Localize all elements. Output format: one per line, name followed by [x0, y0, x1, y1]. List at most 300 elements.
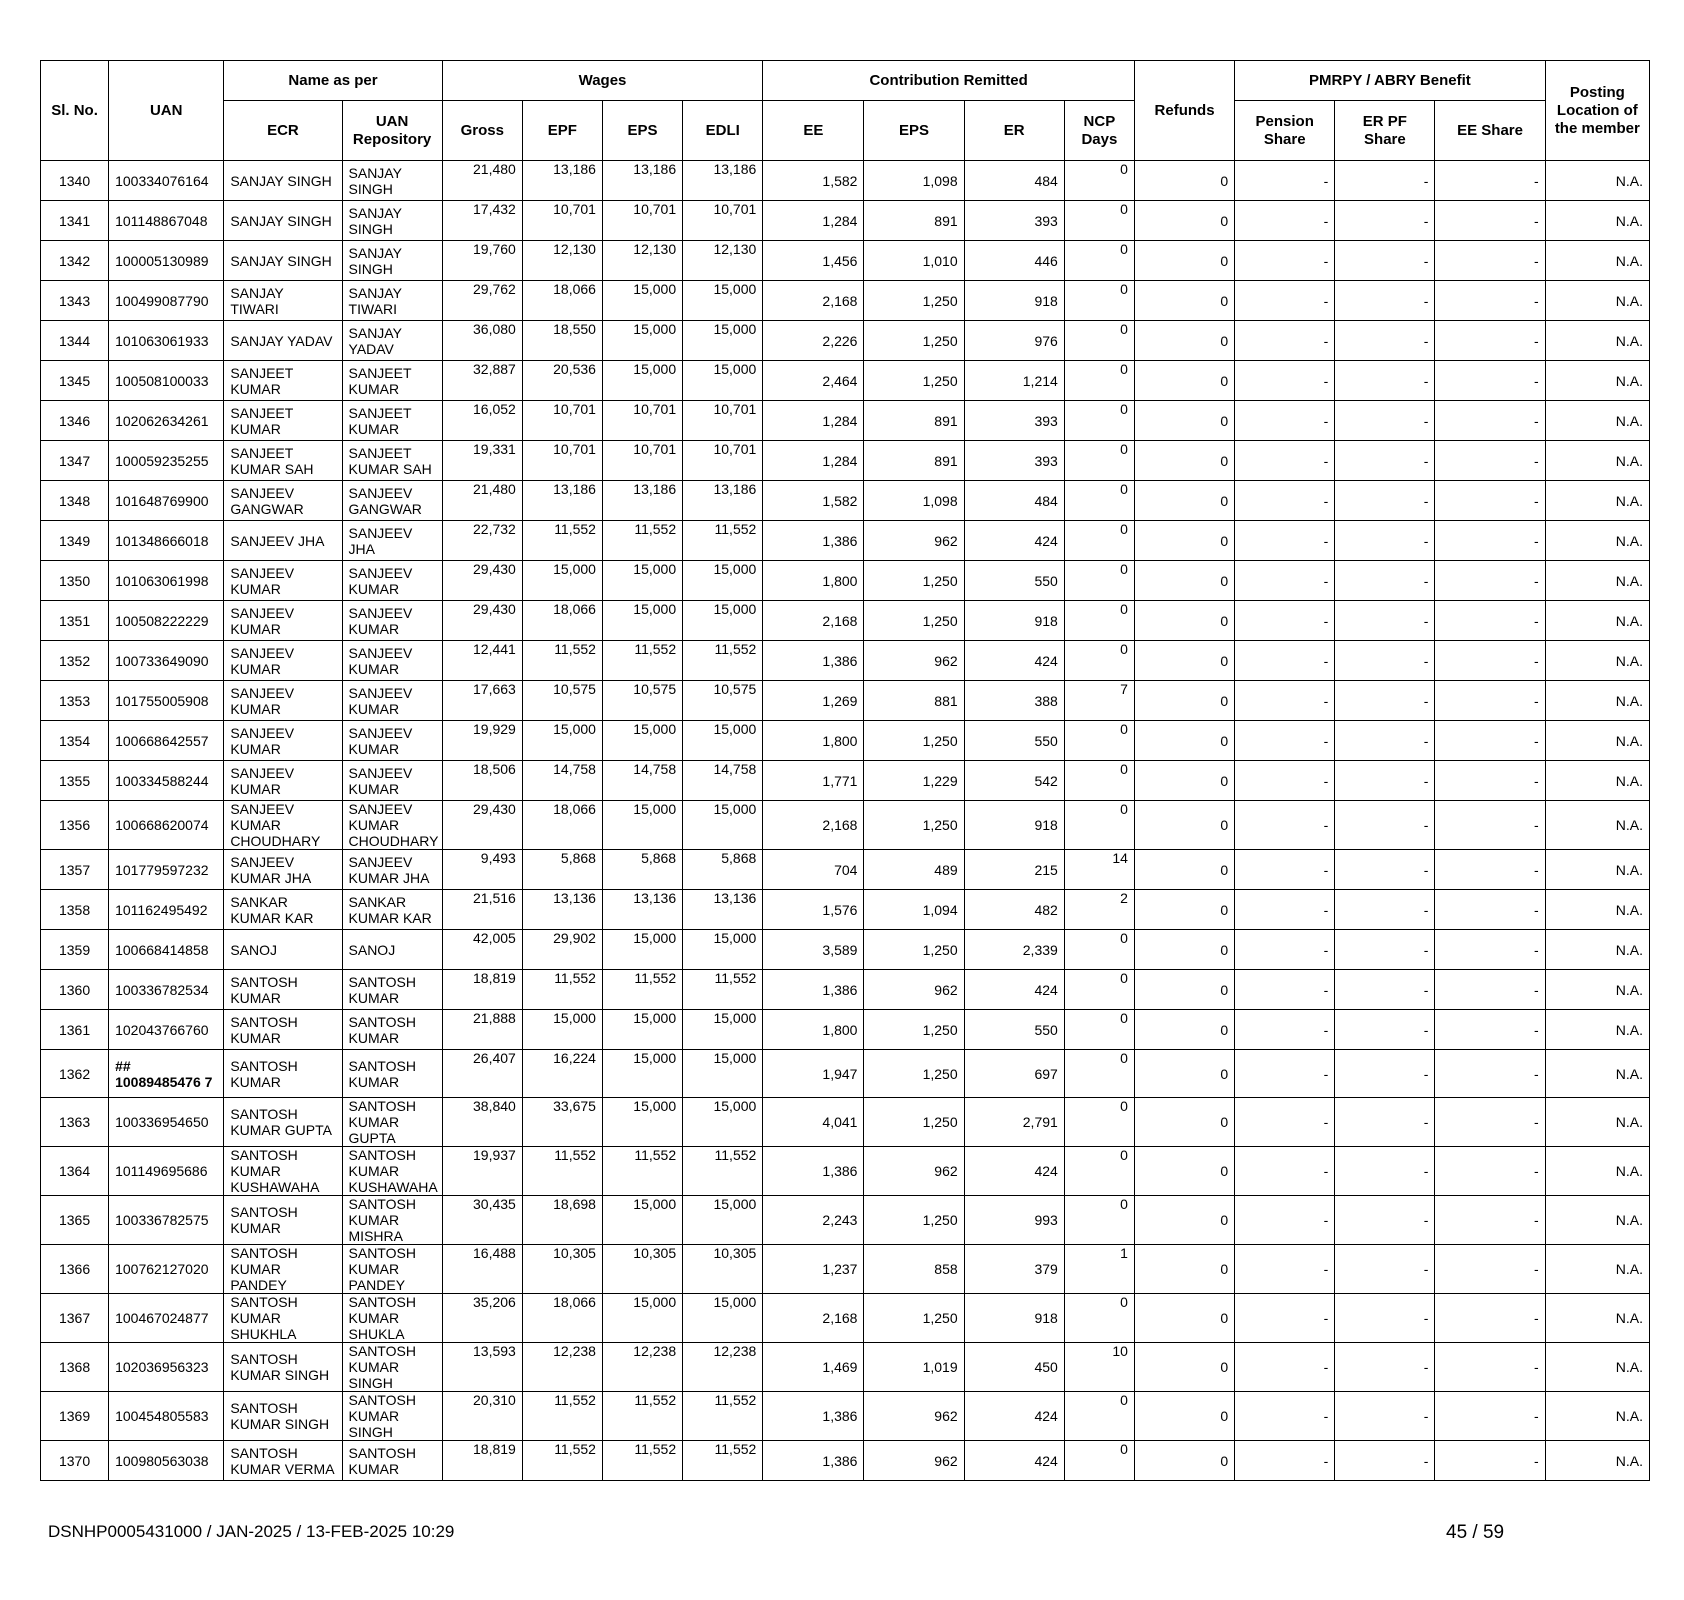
cell-pension-share: -	[1235, 1343, 1335, 1392]
cell-ee-share: -	[1435, 1245, 1545, 1294]
cell-eps-wages: 5,868	[602, 850, 682, 890]
cell-uan-repository-name: SANTOSH KUMAR	[342, 1010, 442, 1050]
cell-gross: 42,005	[442, 930, 522, 970]
cell-eps-wages: 15,000	[602, 1196, 682, 1245]
cell-eps-contribution: 891	[864, 201, 964, 241]
cell-ecr-name: SANTOSH KUMAR SINGH	[224, 1343, 342, 1392]
cell-pension-share: -	[1235, 601, 1335, 641]
cell-epf: 10,305	[522, 1245, 602, 1294]
cell-uan-repository-name: SANTOSH KUMAR GUPTA	[342, 1098, 442, 1147]
cell-eps-wages: 12,130	[602, 241, 682, 281]
cell-uan: 102062634261	[109, 401, 224, 441]
cell-ee-share: -	[1435, 970, 1545, 1010]
cell-eps-wages: 10,701	[602, 201, 682, 241]
group-name-as-per: Name as per	[224, 61, 442, 101]
cell-refunds: 0	[1134, 361, 1234, 401]
cell-ecr-name: SANJAY YADAV	[224, 321, 342, 361]
cell-ee: 1,386	[763, 521, 864, 561]
cell-epf: 20,536	[522, 361, 602, 401]
cell-eps-wages: 15,000	[602, 601, 682, 641]
cell-ee-share: -	[1435, 1294, 1545, 1343]
cell-sl-no: 1351	[41, 601, 109, 641]
cell-eps-contribution: 1,010	[864, 241, 964, 281]
cell-eps-wages: 15,000	[602, 930, 682, 970]
cell-edli: 15,000	[683, 930, 763, 970]
table-row	[41, 1050, 1650, 1098]
table-row	[41, 321, 1650, 361]
cell-posting-location: N.A.	[1545, 1196, 1649, 1245]
cell-gross: 17,663	[442, 681, 522, 721]
cell-refunds: 0	[1134, 1050, 1234, 1098]
cell-ee-share: -	[1435, 641, 1545, 681]
cell-epf: 12,238	[522, 1343, 602, 1392]
cell-er-pf-share: -	[1335, 970, 1435, 1010]
cell-er: 388	[964, 681, 1064, 721]
cell-gross: 29,762	[442, 281, 522, 321]
cell-eps-wages: 10,701	[602, 441, 682, 481]
cell-posting-location: N.A.	[1545, 681, 1649, 721]
cell-uan: 100762127020	[109, 1245, 224, 1294]
cell-eps-contribution: 1,250	[864, 1098, 964, 1147]
cell-er: 393	[964, 441, 1064, 481]
col-refunds: Refunds	[1134, 61, 1234, 161]
table-row	[41, 1343, 1650, 1392]
cell-ee: 1,284	[763, 201, 864, 241]
cell-pension-share: -	[1235, 321, 1335, 361]
cell-eps-contribution: 962	[864, 521, 964, 561]
cell-ee-share: -	[1435, 321, 1545, 361]
col-ee-share: EE Share	[1435, 101, 1545, 161]
cell-posting-location: N.A.	[1545, 601, 1649, 641]
cell-ecr-name: SANJAY TIWARI	[224, 281, 342, 321]
table-row	[41, 1245, 1650, 1294]
cell-refunds: 0	[1134, 721, 1234, 761]
cell-ee-share: -	[1435, 601, 1545, 641]
cell-ecr-name: SANTOSH KUMAR GUPTA	[224, 1098, 342, 1147]
cell-uan-repository-name: SANJEEV KUMAR JHA	[342, 850, 442, 890]
cell-er: 484	[964, 161, 1064, 201]
cell-er-pf-share: -	[1335, 441, 1435, 481]
cell-posting-location: N.A.	[1545, 201, 1649, 241]
cell-epf: 11,552	[522, 1441, 602, 1481]
cell-ncp-days: 0	[1064, 561, 1134, 601]
cell-ncp-days: 0	[1064, 1050, 1134, 1098]
cell-er-pf-share: -	[1335, 890, 1435, 930]
cell-ee-share: -	[1435, 1147, 1545, 1196]
cell-ee: 1,582	[763, 481, 864, 521]
cell-ee: 2,168	[763, 601, 864, 641]
cell-pension-share: -	[1235, 721, 1335, 761]
cell-ee: 1,237	[763, 1245, 864, 1294]
col-eps-contribution: EPS	[864, 101, 964, 161]
cell-ncp-days: 0	[1064, 1010, 1134, 1050]
cell-pension-share: -	[1235, 441, 1335, 481]
cell-ee-share: -	[1435, 441, 1545, 481]
cell-ee-share: -	[1435, 401, 1545, 441]
cell-gross: 21,480	[442, 481, 522, 521]
cell-pension-share: -	[1235, 1010, 1335, 1050]
cell-refunds: 0	[1134, 970, 1234, 1010]
cell-eps-contribution: 1,019	[864, 1343, 964, 1392]
table-row	[41, 1441, 1650, 1481]
cell-uan: 101149695686	[109, 1147, 224, 1196]
cell-uan: 102036956323	[109, 1343, 224, 1392]
table-row	[41, 970, 1650, 1010]
cell-edli: 10,701	[683, 401, 763, 441]
cell-posting-location: N.A.	[1545, 1392, 1649, 1441]
cell-ecr-name: SANJAY SINGH	[224, 241, 342, 281]
cell-er: 542	[964, 761, 1064, 801]
cell-ecr-name: SANTOSH KUMAR KUSHAWAHA	[224, 1147, 342, 1196]
cell-pension-share: -	[1235, 1147, 1335, 1196]
cell-er-pf-share: -	[1335, 321, 1435, 361]
cell-refunds: 0	[1134, 641, 1234, 681]
cell-epf: 12,130	[522, 241, 602, 281]
cell-pension-share: -	[1235, 241, 1335, 281]
cell-er: 1,214	[964, 361, 1064, 401]
cell-eps-wages: 11,552	[602, 641, 682, 681]
cell-posting-location: N.A.	[1545, 361, 1649, 401]
cell-ecr-name: SANJEEV KUMAR	[224, 721, 342, 761]
cell-ee: 3,589	[763, 930, 864, 970]
cell-ee: 1,771	[763, 761, 864, 801]
cell-uan-repository-name: SANOJ	[342, 930, 442, 970]
cell-sl-no: 1349	[41, 521, 109, 561]
cell-ee-share: -	[1435, 161, 1545, 201]
cell-uan: 101648769900	[109, 481, 224, 521]
cell-ee: 1,269	[763, 681, 864, 721]
cell-uan-repository-name: SANJAY YADAV	[342, 321, 442, 361]
cell-ecr-name: SANTOSH KUMAR	[224, 970, 342, 1010]
cell-ee: 1,800	[763, 721, 864, 761]
cell-eps-wages: 15,000	[602, 561, 682, 601]
table-row	[41, 1392, 1650, 1441]
cell-uan-repository-name: SANJEEV KUMAR	[342, 761, 442, 801]
cell-er: 550	[964, 721, 1064, 761]
cell-gross: 26,407	[442, 1050, 522, 1098]
cell-sl-no: 1363	[41, 1098, 109, 1147]
cell-edli: 10,701	[683, 201, 763, 241]
cell-gross: 16,052	[442, 401, 522, 441]
cell-ecr-name: SANTOSH KUMAR SINGH	[224, 1392, 342, 1441]
cell-ncp-days: 10	[1064, 1343, 1134, 1392]
cell-ee: 1,800	[763, 561, 864, 601]
cell-er-pf-share: -	[1335, 281, 1435, 321]
table-row	[41, 930, 1650, 970]
cell-eps-contribution: 1,250	[864, 281, 964, 321]
cell-gross: 18,506	[442, 761, 522, 801]
cell-gross: 30,435	[442, 1196, 522, 1245]
cell-sl-no: 1347	[41, 441, 109, 481]
cell-posting-location: N.A.	[1545, 761, 1649, 801]
cell-edli: 13,186	[683, 481, 763, 521]
cell-epf: 29,902	[522, 930, 602, 970]
cell-posting-location: N.A.	[1545, 801, 1649, 850]
cell-eps-contribution: 1,250	[864, 1196, 964, 1245]
cell-uan: 100005130989	[109, 241, 224, 281]
cell-er-pf-share: -	[1335, 601, 1435, 641]
table-row	[41, 561, 1650, 601]
table-row	[41, 1010, 1650, 1050]
cell-eps-contribution: 489	[864, 850, 964, 890]
cell-uan-repository-name: SANJAY SINGH	[342, 201, 442, 241]
col-edli: EDLI	[683, 101, 763, 161]
cell-ee-share: -	[1435, 890, 1545, 930]
cell-ncp-days: 0	[1064, 721, 1134, 761]
cell-posting-location: N.A.	[1545, 481, 1649, 521]
cell-er-pf-share: -	[1335, 481, 1435, 521]
cell-uan-repository-name: SANJEEV JHA	[342, 521, 442, 561]
cell-refunds: 0	[1134, 850, 1234, 890]
cell-gross: 17,432	[442, 201, 522, 241]
cell-eps-contribution: 891	[864, 441, 964, 481]
cell-uan: 101779597232	[109, 850, 224, 890]
cell-eps-contribution: 881	[864, 681, 964, 721]
group-wages: Wages	[442, 61, 763, 101]
cell-posting-location: N.A.	[1545, 521, 1649, 561]
cell-posting-location: N.A.	[1545, 281, 1649, 321]
cell-er: 993	[964, 1196, 1064, 1245]
cell-er: 215	[964, 850, 1064, 890]
cell-refunds: 0	[1134, 1343, 1234, 1392]
cell-eps-contribution: 962	[864, 1441, 964, 1481]
cell-sl-no: 1343	[41, 281, 109, 321]
table-row	[41, 1196, 1650, 1245]
cell-eps-contribution: 962	[864, 1392, 964, 1441]
cell-er: 918	[964, 281, 1064, 321]
cell-epf: 13,136	[522, 890, 602, 930]
cell-uan-repository-name: SANJEET KUMAR	[342, 401, 442, 441]
page-number: 45 / 59	[1446, 1522, 1505, 1543]
cell-uan-repository-name: SANTOSH KUMAR SINGH	[342, 1392, 442, 1441]
cell-ecr-name: SANTOSH KUMAR PANDEY	[224, 1245, 342, 1294]
cell-epf: 16,224	[522, 1050, 602, 1098]
cell-pension-share: -	[1235, 641, 1335, 681]
cell-eps-wages: 11,552	[602, 1441, 682, 1481]
cell-gross: 29,430	[442, 801, 522, 850]
cell-pension-share: -	[1235, 1245, 1335, 1294]
cell-er: 424	[964, 1147, 1064, 1196]
cell-ncp-days: 0	[1064, 161, 1134, 201]
cell-gross: 19,937	[442, 1147, 522, 1196]
cell-er-pf-share: -	[1335, 361, 1435, 401]
cell-eps-contribution: 962	[864, 970, 964, 1010]
cell-ee-share: -	[1435, 681, 1545, 721]
cell-ecr-name: SANJEEV KUMAR	[224, 641, 342, 681]
cell-eps-wages: 12,238	[602, 1343, 682, 1392]
cell-ncp-days: 0	[1064, 641, 1134, 681]
cell-edli: 15,000	[683, 361, 763, 401]
col-uan: UAN	[109, 61, 224, 161]
col-gross: Gross	[442, 101, 522, 161]
cell-pension-share: -	[1235, 1098, 1335, 1147]
cell-uan: ## 10089485476 7	[109, 1050, 224, 1098]
cell-ecr-name: SANJEEV KUMAR JHA	[224, 850, 342, 890]
cell-uan: 100508222229	[109, 601, 224, 641]
cell-er-pf-share: -	[1335, 930, 1435, 970]
cell-epf: 10,701	[522, 401, 602, 441]
cell-uan-repository-name: SANJAY TIWARI	[342, 281, 442, 321]
cell-uan-repository-name: SANTOSH KUMAR PANDEY	[342, 1245, 442, 1294]
cell-pension-share: -	[1235, 1196, 1335, 1245]
cell-ee: 1,582	[763, 161, 864, 201]
cell-sl-no: 1367	[41, 1294, 109, 1343]
col-er-pf-share: ER PF Share	[1335, 101, 1435, 161]
cell-ecr-name: SANJAY SINGH	[224, 161, 342, 201]
cell-er: 2,339	[964, 930, 1064, 970]
cell-gross: 19,929	[442, 721, 522, 761]
cell-uan-repository-name: SANJEEV GANGWAR	[342, 481, 442, 521]
cell-uan: 100508100033	[109, 361, 224, 401]
cell-pension-share: -	[1235, 1050, 1335, 1098]
cell-pension-share: -	[1235, 930, 1335, 970]
cell-edli: 15,000	[683, 1098, 763, 1147]
cell-epf: 5,868	[522, 850, 602, 890]
cell-edli: 13,186	[683, 161, 763, 201]
cell-ee: 1,456	[763, 241, 864, 281]
col-ncp-days: NCP Days	[1064, 101, 1134, 161]
cell-uan: 100668620074	[109, 801, 224, 850]
cell-edli: 11,552	[683, 1147, 763, 1196]
cell-er-pf-share: -	[1335, 1098, 1435, 1147]
cell-uan: 100668414858	[109, 930, 224, 970]
cell-edli: 15,000	[683, 1294, 763, 1343]
cell-gross: 21,516	[442, 890, 522, 930]
cell-gross: 22,732	[442, 521, 522, 561]
cell-edli: 15,000	[683, 1050, 763, 1098]
cell-epf: 11,552	[522, 641, 602, 681]
cell-ee: 2,226	[763, 321, 864, 361]
cell-sl-no: 1358	[41, 890, 109, 930]
cell-sl-no: 1356	[41, 801, 109, 850]
cell-refunds: 0	[1134, 241, 1234, 281]
cell-edli: 11,552	[683, 970, 763, 1010]
cell-gross: 18,819	[442, 970, 522, 1010]
cell-ee: 2,168	[763, 801, 864, 850]
cell-er-pf-share: -	[1335, 801, 1435, 850]
cell-sl-no: 1364	[41, 1147, 109, 1196]
cell-uan-repository-name: SANTOSH KUMAR SHUKLA	[342, 1294, 442, 1343]
cell-ee-share: -	[1435, 1010, 1545, 1050]
cell-eps-contribution: 1,098	[864, 481, 964, 521]
cell-refunds: 0	[1134, 930, 1234, 970]
cell-edli: 11,552	[683, 521, 763, 561]
cell-epf: 18,066	[522, 281, 602, 321]
cell-ecr-name: SANJEEV KUMAR	[224, 601, 342, 641]
cell-uan: 100454805583	[109, 1392, 224, 1441]
cell-ecr-name: SANTOSH KUMAR SHUKHLA	[224, 1294, 342, 1343]
cell-ecr-name: SANTOSH KUMAR VERMA	[224, 1441, 342, 1481]
cell-ee: 1,284	[763, 401, 864, 441]
cell-ee: 1,386	[763, 641, 864, 681]
cell-epf: 11,552	[522, 1147, 602, 1196]
cell-sl-no: 1362	[41, 1050, 109, 1098]
cell-er: 424	[964, 641, 1064, 681]
cell-epf: 11,552	[522, 970, 602, 1010]
cell-sl-no: 1365	[41, 1196, 109, 1245]
cell-er: 424	[964, 970, 1064, 1010]
cell-er: 918	[964, 1294, 1064, 1343]
cell-pension-share: -	[1235, 161, 1335, 201]
cell-uan-repository-name: SANTOSH KUMAR	[342, 1441, 442, 1481]
cell-sl-no: 1341	[41, 201, 109, 241]
cell-ncp-days: 0	[1064, 601, 1134, 641]
table-row	[41, 890, 1650, 930]
cell-edli: 15,000	[683, 721, 763, 761]
cell-posting-location: N.A.	[1545, 1245, 1649, 1294]
cell-uan: 102043766760	[109, 1010, 224, 1050]
cell-ncp-days: 0	[1064, 201, 1134, 241]
cell-refunds: 0	[1134, 1196, 1234, 1245]
cell-refunds: 0	[1134, 890, 1234, 930]
cell-ee: 2,168	[763, 281, 864, 321]
cell-ncp-days: 0	[1064, 1441, 1134, 1481]
table-row	[41, 601, 1650, 641]
cell-ee: 1,800	[763, 1010, 864, 1050]
cell-gross: 19,760	[442, 241, 522, 281]
cell-er-pf-share: -	[1335, 1392, 1435, 1441]
cell-uan-repository-name: SANJEEV KUMAR	[342, 681, 442, 721]
cell-er-pf-share: -	[1335, 1441, 1435, 1481]
cell-pension-share: -	[1235, 281, 1335, 321]
cell-ee: 2,464	[763, 361, 864, 401]
cell-gross: 19,331	[442, 441, 522, 481]
cell-gross: 29,430	[442, 601, 522, 641]
col-er: ER	[964, 101, 1064, 161]
table-body	[41, 161, 1650, 1481]
cell-sl-no: 1344	[41, 321, 109, 361]
cell-er-pf-share: -	[1335, 721, 1435, 761]
cell-eps-wages: 15,000	[602, 1098, 682, 1147]
cell-eps-wages: 13,186	[602, 161, 682, 201]
cell-uan: 100059235255	[109, 441, 224, 481]
cell-er-pf-share: -	[1335, 1343, 1435, 1392]
cell-eps-wages: 15,000	[602, 801, 682, 850]
cell-sl-no: 1352	[41, 641, 109, 681]
cell-eps-contribution: 1,250	[864, 601, 964, 641]
table-row	[41, 241, 1650, 281]
cell-pension-share: -	[1235, 561, 1335, 601]
cell-er: 976	[964, 321, 1064, 361]
cell-sl-no: 1350	[41, 561, 109, 601]
cell-refunds: 0	[1134, 1010, 1234, 1050]
cell-er-pf-share: -	[1335, 1245, 1435, 1294]
cell-eps-contribution: 962	[864, 1147, 964, 1196]
cell-ee-share: -	[1435, 1343, 1545, 1392]
cell-refunds: 0	[1134, 1098, 1234, 1147]
cell-edli: 13,136	[683, 890, 763, 930]
cell-pension-share: -	[1235, 1392, 1335, 1441]
cell-sl-no: 1361	[41, 1010, 109, 1050]
cell-ncp-days: 7	[1064, 681, 1134, 721]
cell-ecr-name: SANJAY SINGH	[224, 201, 342, 241]
cell-pension-share: -	[1235, 801, 1335, 850]
cell-er-pf-share: -	[1335, 1196, 1435, 1245]
cell-epf: 15,000	[522, 561, 602, 601]
cell-refunds: 0	[1134, 1441, 1234, 1481]
cell-uan-repository-name: SANKAR KUMAR KAR	[342, 890, 442, 930]
table-row	[41, 1098, 1650, 1147]
cell-posting-location: N.A.	[1545, 1098, 1649, 1147]
cell-ncp-days: 0	[1064, 1196, 1134, 1245]
cell-gross: 16,488	[442, 1245, 522, 1294]
cell-gross: 21,888	[442, 1010, 522, 1050]
cell-sl-no: 1353	[41, 681, 109, 721]
cell-er-pf-share: -	[1335, 850, 1435, 890]
cell-pension-share: -	[1235, 1441, 1335, 1481]
cell-epf: 13,186	[522, 161, 602, 201]
cell-pension-share: -	[1235, 761, 1335, 801]
